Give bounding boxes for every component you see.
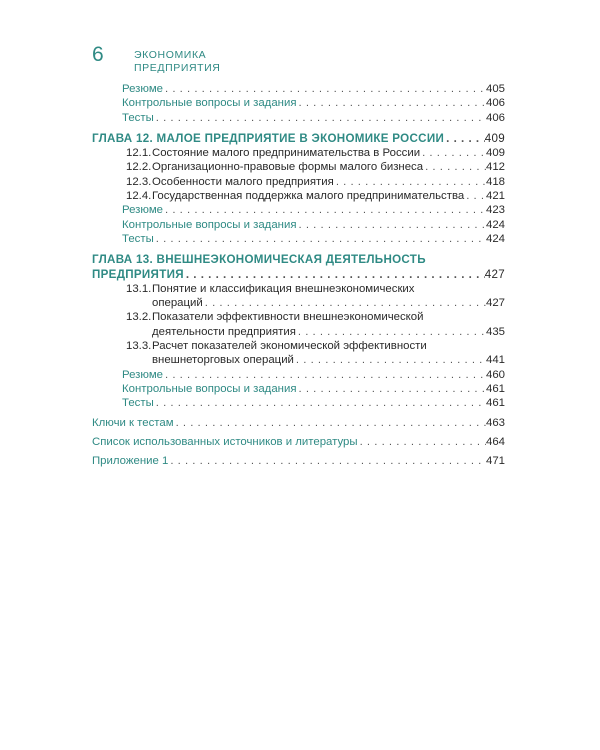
- toc-leader-dots: [420, 146, 486, 160]
- running-title-line-2: ПРЕДПРИЯТИЯ: [134, 62, 221, 74]
- toc-entry-title: Организационно-правовые формы малого бизнеса: [152, 161, 424, 174]
- toc-entry-13-3[interactable]: [92, 339, 505, 368]
- toc-entry-references[interactable]: [92, 435, 505, 449]
- toc-chapter-title-line-2: ПРЕДПРИЯТИЯ: [92, 267, 184, 281]
- toc-entry-page: 441: [485, 354, 505, 367]
- toc-entry-page: 464: [485, 435, 505, 448]
- toc-leader-dots: [154, 396, 486, 410]
- toc-leader-dots: [294, 353, 486, 367]
- table-of-contents: [92, 82, 505, 468]
- toc-entry-title: Резюме: [122, 368, 163, 381]
- toc-entry-12-4[interactable]: [92, 189, 505, 203]
- toc-leader-dots: [358, 435, 486, 449]
- toc-entry-ch13-summary[interactable]: [92, 368, 505, 382]
- toc-section-number: 13.1.: [126, 282, 152, 295]
- toc-entry-ch11-tests[interactable]: [92, 111, 505, 125]
- toc-chapter-title: ГЛАВА 12. МАЛОЕ ПРЕДПРИЯТИЕ В ЭКОНОМИКЕ РОССИИ: [92, 131, 445, 145]
- toc-entry-ch12-tests[interactable]: [92, 232, 505, 246]
- toc-leader-dots: [464, 189, 486, 203]
- toc-leader-dots: [203, 296, 486, 310]
- toc-leader-dots: [184, 268, 485, 282]
- toc-entry-continuation: [126, 353, 505, 367]
- toc-entry-page: 409: [484, 131, 505, 145]
- toc-entry-13-2[interactable]: [92, 310, 505, 339]
- toc-entry-title: Тесты: [122, 232, 154, 245]
- toc-entry-12-2[interactable]: [92, 160, 505, 174]
- toc-entry-ch11-summary[interactable]: [92, 82, 505, 96]
- toc-entry-page: 406: [485, 97, 505, 110]
- page-number: 6: [92, 43, 104, 66]
- toc-entry-title: Тесты: [122, 111, 154, 124]
- toc-leader-dots: [296, 325, 486, 339]
- toc-entry-page: 405: [485, 83, 505, 95]
- toc-entry-page: 463: [485, 416, 505, 429]
- toc-entry-answer-keys[interactable]: [92, 416, 505, 430]
- toc-leader-dots: [297, 218, 486, 232]
- toc-entry-title: Ключи к тестам: [92, 416, 174, 429]
- toc-entry-page: 418: [485, 175, 505, 188]
- toc-entry-title: Список использованных источников и литературы: [92, 435, 358, 448]
- running-title-line-1: ЭКОНОМИКА: [134, 49, 207, 61]
- toc-entry-page: 421: [485, 190, 505, 203]
- toc-chapter-title-line-2-row: [92, 268, 505, 282]
- toc-entry-title-line-1: Показатели эффективности внешнеэкономической: [152, 311, 424, 324]
- toc-chapter-title-line-1: ГЛАВА 13. ВНЕШНЕЭКОНОМИЧЕСКАЯ ДЕЯТЕЛЬНОСТЬ: [92, 253, 426, 267]
- toc-chapter-13[interactable]: [92, 253, 505, 282]
- toc-entry-title: Приложение 1: [92, 455, 169, 468]
- toc-entry-page: 461: [485, 382, 505, 395]
- toc-entry-title-line-2: операций: [152, 297, 203, 310]
- toc-leader-dots: [334, 175, 486, 189]
- toc-entry-continuation: [126, 296, 505, 310]
- toc-entry-page: 427: [484, 267, 505, 281]
- toc-section-number: 12.2.: [126, 161, 152, 174]
- toc-entry-page: 424: [485, 218, 505, 231]
- toc-leader-dots: [423, 160, 486, 174]
- toc-entry-page: 435: [485, 325, 505, 338]
- toc-entry-title: Резюме: [122, 204, 163, 217]
- toc-chapter-12[interactable]: [92, 132, 505, 146]
- toc-section-number: 13.3.: [126, 340, 152, 353]
- toc-leader-dots: [163, 82, 486, 96]
- toc-section-number: 12.3.: [126, 175, 152, 188]
- toc-entry-page: 423: [485, 204, 505, 217]
- toc-entry-title: Особенности малого предприятия: [152, 175, 334, 188]
- toc-leader-dots: [154, 111, 486, 125]
- toc-entry-page: 406: [485, 111, 505, 124]
- toc-entry-13-1[interactable]: [92, 282, 505, 311]
- toc-entry-title: Контрольные вопросы и задания: [122, 382, 297, 395]
- toc-entry-ch12-summary[interactable]: [92, 203, 505, 217]
- toc-entry-ch12-questions[interactable]: [92, 218, 505, 232]
- toc-leader-dots: [163, 203, 486, 217]
- toc-entry-12-3[interactable]: [92, 175, 505, 189]
- toc-entry-page: 471: [485, 455, 505, 468]
- toc-entry-continuation: [126, 325, 505, 339]
- toc-entry-title: Резюме: [122, 83, 163, 95]
- toc-entry-title: Состояние малого предпринимательства в России: [152, 147, 421, 160]
- toc-entry-ch11-questions[interactable]: [92, 96, 505, 110]
- toc-entry-ch13-tests[interactable]: [92, 396, 505, 410]
- toc-entry-title-line-2: внешнеторговых операций: [152, 354, 294, 367]
- toc-entry-page: 424: [485, 232, 505, 245]
- toc-entry-ch13-questions[interactable]: [92, 382, 505, 396]
- toc-entry-page: 409: [485, 147, 505, 160]
- toc-entry-12-1[interactable]: [92, 146, 505, 160]
- toc-leader-dots: [297, 382, 486, 396]
- toc-entry-page: 460: [485, 368, 505, 381]
- toc-leader-dots: [154, 232, 486, 246]
- toc-entry-title: Тесты: [122, 397, 154, 410]
- toc-section-number: 13.2.: [126, 311, 152, 324]
- toc-leader-dots: [168, 454, 486, 468]
- toc-entry-page: 427: [485, 297, 505, 310]
- toc-leader-dots: [174, 416, 486, 430]
- toc-entry-title: Контрольные вопросы и задания: [122, 97, 297, 110]
- toc-entry-title-line-2: деятельности предприятия: [152, 325, 296, 338]
- toc-entry-title-line-1: Расчет показателей экономической эффективности: [152, 340, 427, 353]
- toc-entry-page: 461: [485, 397, 505, 410]
- toc-entry-title-line-1: Понятие и классификация внешнеэкономических: [152, 282, 415, 295]
- toc-leader-dots: [163, 368, 486, 382]
- toc-section-number: 12.4.: [126, 190, 152, 203]
- toc-leader-dots: [297, 96, 486, 110]
- toc-entry-title: Контрольные вопросы и задания: [122, 218, 297, 231]
- toc-entry-appendix-1[interactable]: [92, 454, 505, 468]
- toc-section-number: 12.1.: [126, 147, 152, 160]
- toc-leader-dots: [444, 132, 485, 146]
- toc-entry-title: Государственная поддержка малого предпринимательства: [152, 190, 465, 203]
- toc-entry-page: 412: [485, 161, 505, 174]
- running-title: [134, 49, 221, 75]
